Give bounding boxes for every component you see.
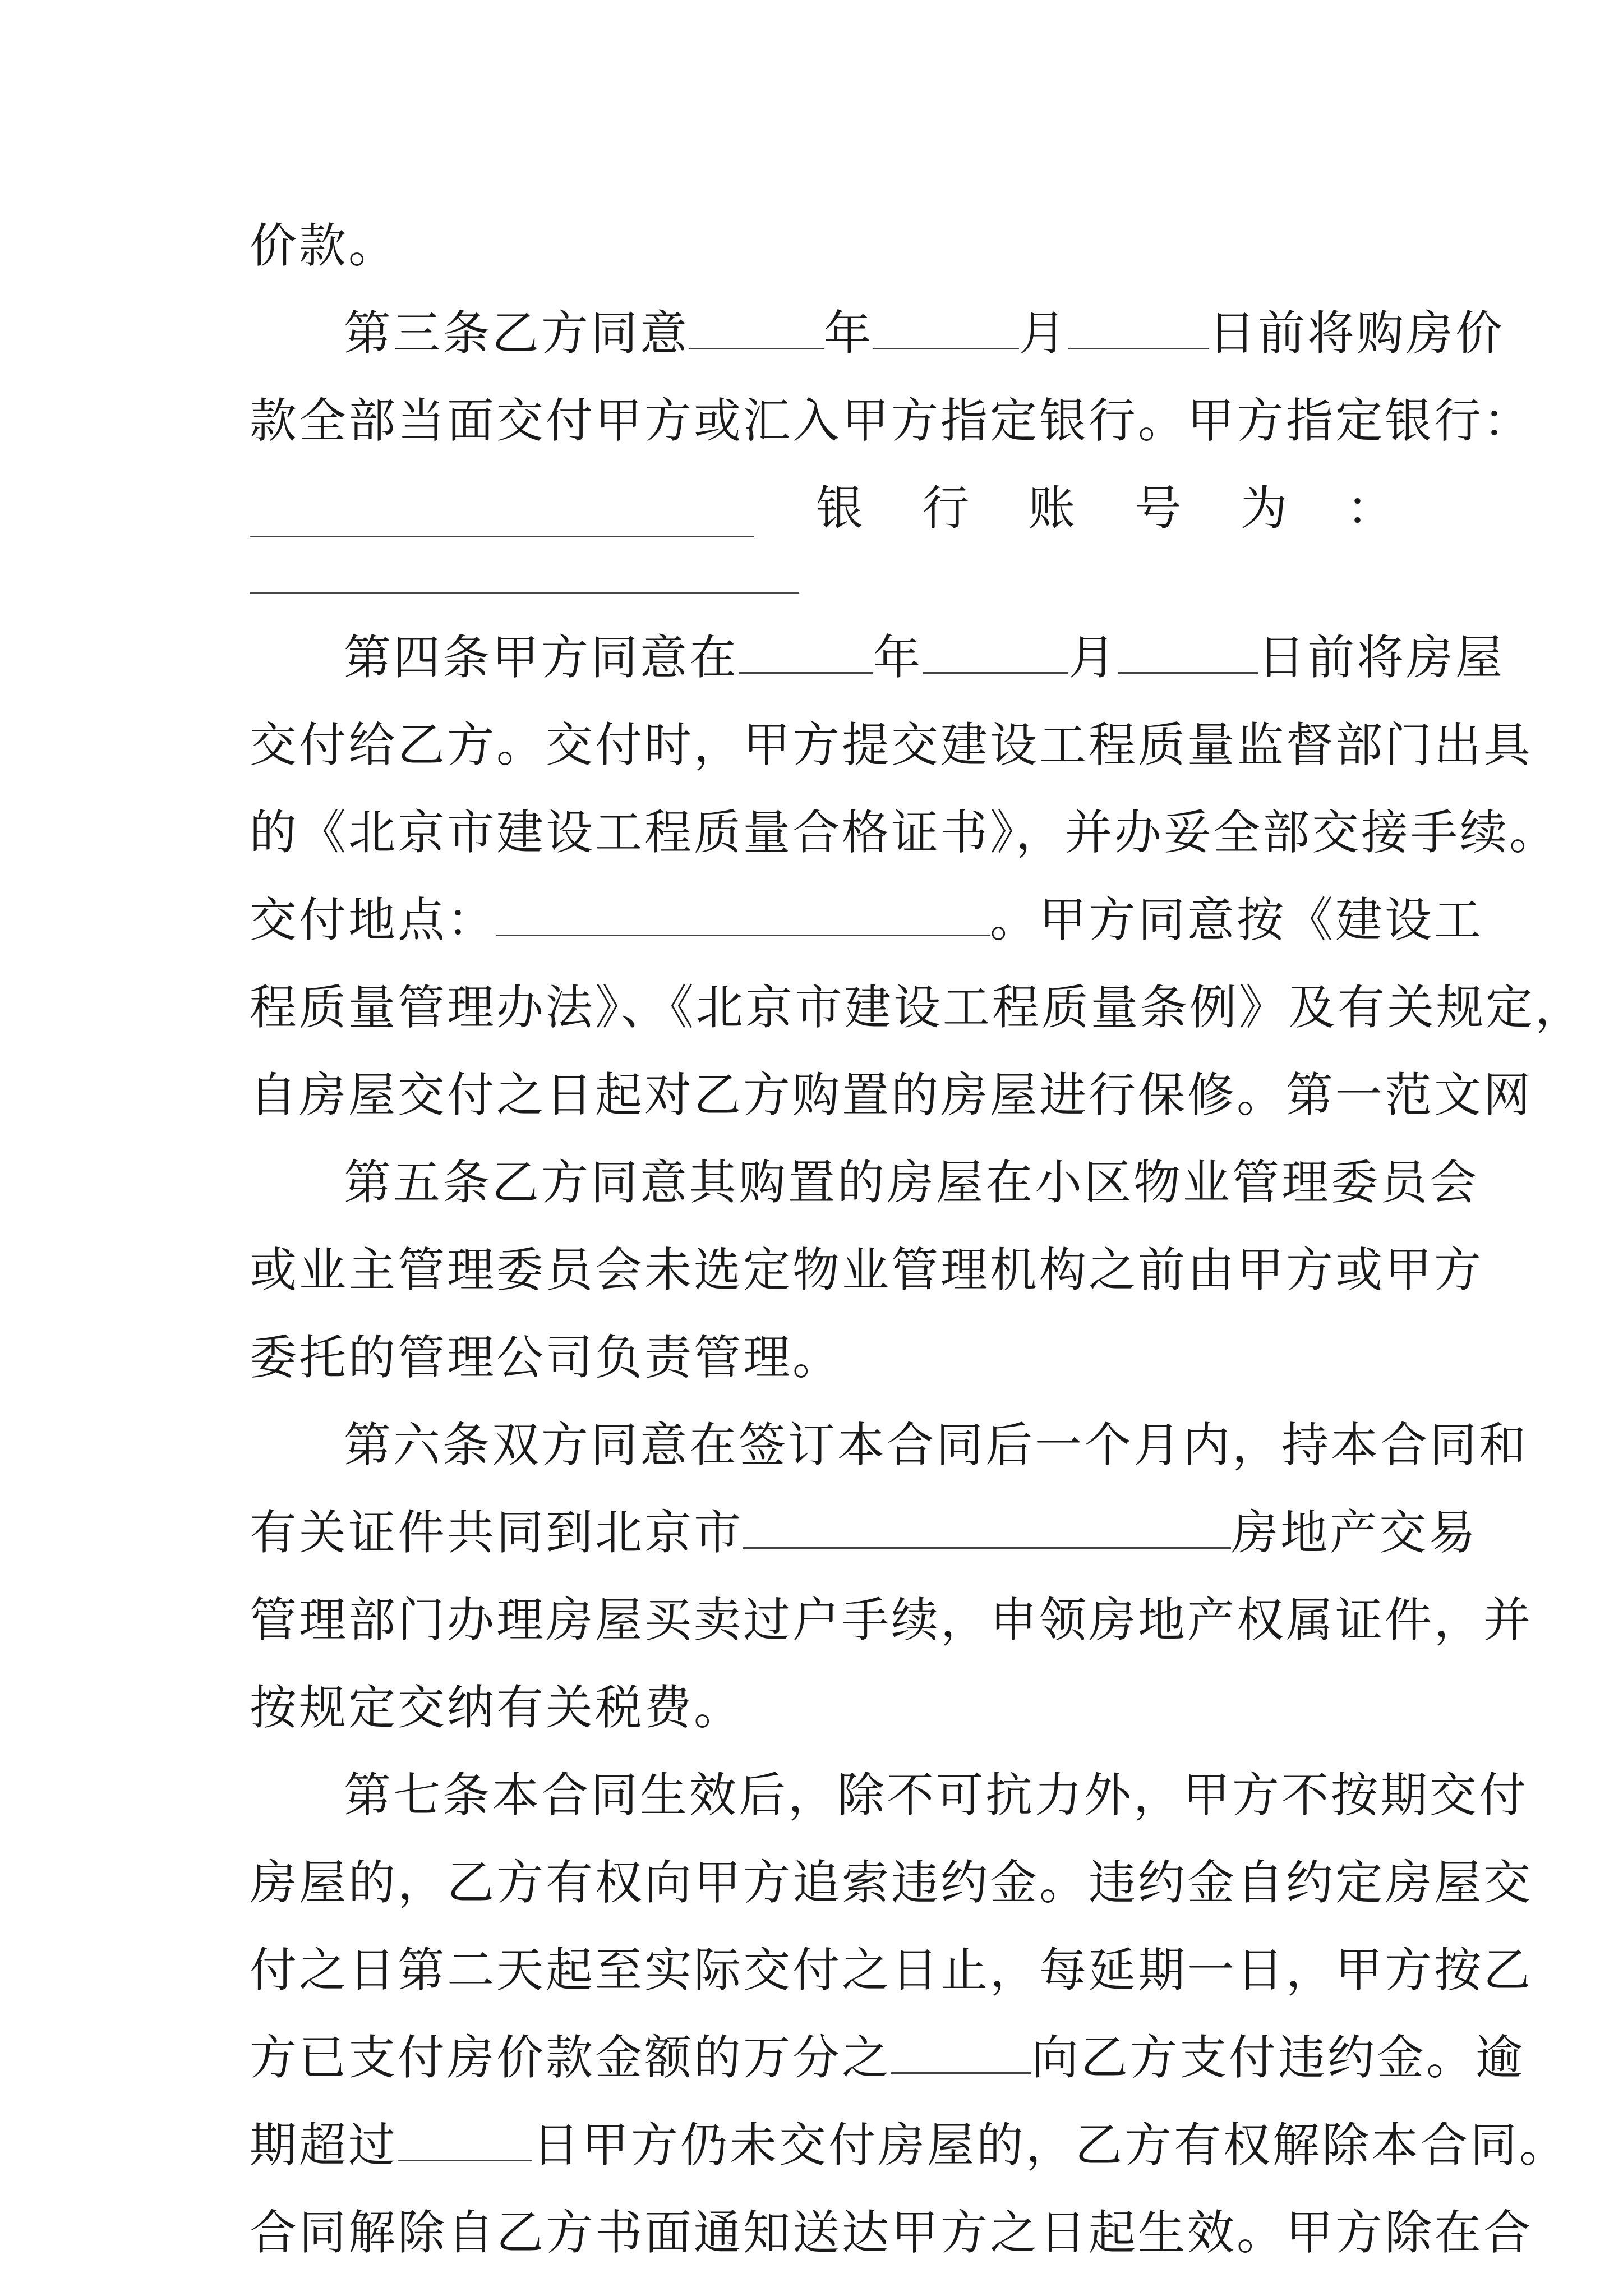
line-text: 按规定交纳有关税费。 — [250, 1680, 744, 1735]
line-text: 方已支付房价款金额的万分之 — [250, 2030, 892, 2085]
line-text: 款全部当面交付甲方或汇入甲方指定银行。甲方指定银行： — [250, 393, 1533, 448]
text-line — [250, 1926, 1533, 2014]
overdue-days-blank — [398, 2119, 532, 2161]
line-text: 年 — [873, 630, 923, 685]
line-text: 委托的管理公司负责管理。 — [250, 1330, 842, 1385]
delivery-location-blank — [496, 894, 990, 936]
delivery-location-line — [250, 876, 1484, 964]
label-char: 银 — [816, 481, 864, 536]
text-line — [250, 1576, 1533, 1664]
day-blank — [1068, 307, 1209, 349]
label-char: 为 — [1240, 481, 1288, 536]
line-text: 第七条本合同生效后，除不可抗力外，甲方不按期交付 — [344, 1768, 1529, 1823]
line-text: 月 — [1019, 306, 1069, 361]
city-line — [250, 1489, 1478, 1576]
line-text: 日前将房屋 — [1258, 630, 1505, 685]
text-line — [250, 202, 1394, 289]
article-4-line-1 — [250, 614, 1505, 701]
bank-name-blank — [250, 495, 754, 537]
penalty-rate-line — [250, 2014, 1525, 2101]
account-label — [816, 464, 1394, 552]
line-text: 合同解除自乙方书面通知送达甲方之日起生效。甲方除在合 — [250, 2205, 1533, 2260]
account-number-blank — [250, 552, 799, 594]
line-text: 房地产交易 — [1231, 1505, 1478, 1560]
day-blank — [1118, 632, 1258, 674]
article-3-line-1 — [250, 289, 1505, 377]
label-char: ： — [1346, 481, 1394, 536]
account-number-line — [250, 552, 1394, 614]
label-char: 行 — [922, 481, 970, 536]
line-text: 年 — [824, 306, 874, 361]
label-char: 账 — [1028, 481, 1076, 536]
penalty-rate-blank — [891, 2032, 1031, 2074]
line-text: 第三条乙方同意 — [344, 306, 690, 361]
text-line — [250, 1139, 1479, 1226]
line-text: 房屋的，乙方有权向甲方追索违约金。违约金自约定房屋交 — [250, 1855, 1533, 1910]
text-line — [250, 1051, 1533, 1139]
line-text: 自房屋交付之日起对乙方购置的房屋进行保修。第一范文网 — [250, 1068, 1533, 1122]
month-blank — [923, 632, 1068, 674]
line-text: 交付地点： — [250, 892, 497, 947]
line-text: 或业主管理委员会未选定物业管理机构之前由甲方或甲方 — [250, 1243, 1484, 1297]
line-text: 程质量管理办法》、《北京市建设工程质量条例》及有关规定， — [250, 980, 1585, 1035]
line-text: 的《北京市建设工程质量合格证书》，并办妥全部交接手续。 — [250, 805, 1559, 860]
line-text: 第五条乙方同意其购置的房屋在小区物业管理委员会 — [344, 1155, 1479, 1210]
text-line — [250, 701, 1533, 789]
line-text: 有关证件共同到北京市 — [250, 1505, 744, 1560]
text-line — [250, 1751, 1529, 1839]
text-line — [250, 789, 1559, 876]
line-text: 第六条双方同意在签订本合同后一个月内，持本合同和 — [344, 1418, 1529, 1473]
label-char: 号 — [1134, 481, 1182, 536]
year-blank — [739, 632, 873, 674]
text-line — [250, 1839, 1533, 1926]
text-line — [250, 964, 1585, 1051]
text-line — [250, 2189, 1533, 2276]
line-text: 日前将购房价 — [1209, 306, 1505, 361]
line-text: 管理部门办理房屋买卖过户手续，申领房地产权属证件，并 — [250, 1593, 1533, 1648]
text-line — [250, 1226, 1484, 1314]
text-line — [250, 377, 1533, 464]
line-text: 交付给乙方。交付时，甲方提交建设工程质量监督部门出具 — [250, 717, 1533, 772]
line-text: 付之日第二天起至实际交付之日止，每延期一日，甲方按乙 — [250, 1943, 1533, 1998]
line-text: 月 — [1068, 630, 1118, 685]
document-body — [250, 202, 1585, 2276]
text-line — [250, 1401, 1529, 1489]
line-text: 向乙方支付违约金。逾 — [1031, 2030, 1525, 2085]
overdue-days-line — [250, 2101, 1569, 2189]
month-blank — [873, 307, 1019, 349]
line-text: 第四条甲方同意在 — [344, 630, 739, 685]
text-line — [250, 1664, 1394, 1751]
bank-account-line — [250, 464, 1394, 552]
line-text: 期超过 — [250, 2118, 398, 2173]
line-text: 。甲方同意按《建设工 — [990, 892, 1484, 947]
line-text: 日甲方仍未交付房屋的，乙方有权解除本合同。 — [532, 2118, 1569, 2173]
year-blank — [689, 307, 824, 349]
city-district-blank — [743, 1507, 1231, 1549]
text-line — [250, 1314, 1394, 1401]
line-text: 价款。 — [250, 218, 398, 273]
